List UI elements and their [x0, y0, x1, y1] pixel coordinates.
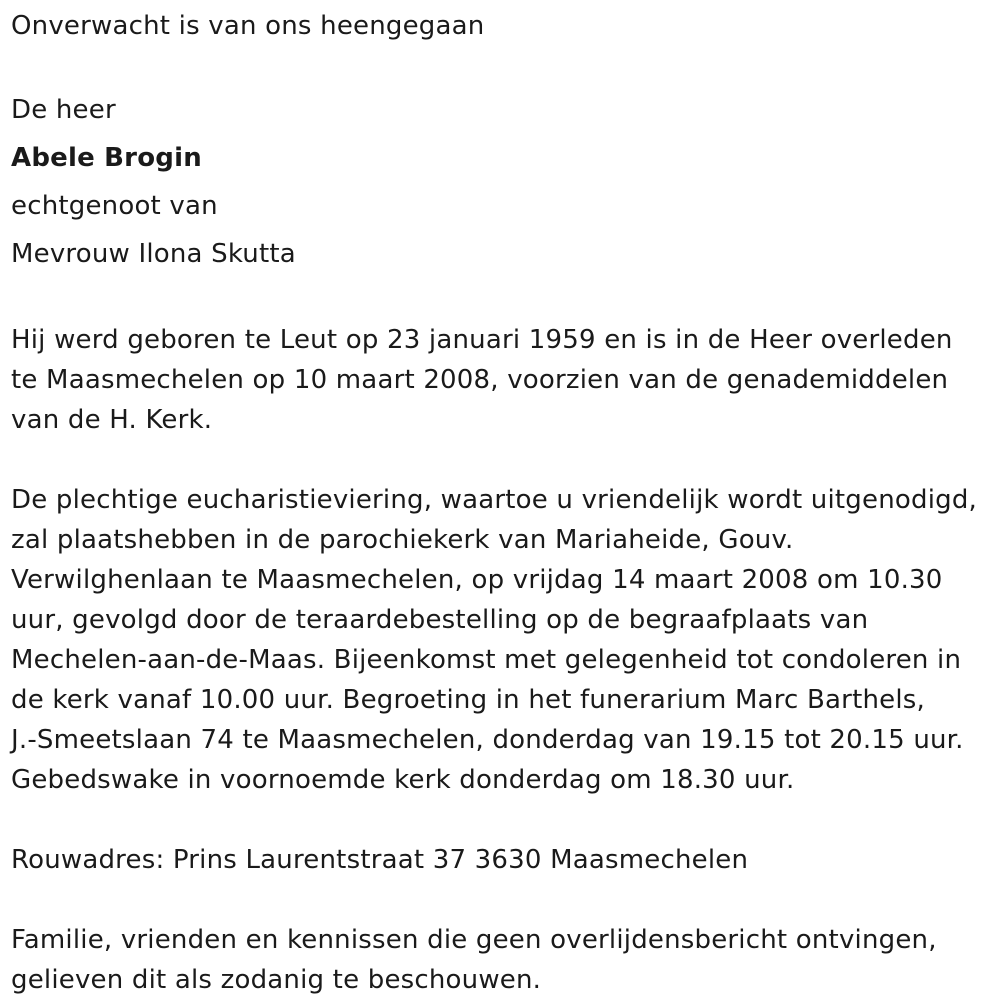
paragraph-line: Familie, vrienden en kennissen die geen overlijdensbericht ontvingen,	[11, 925, 937, 955]
notice-salutation: De heer	[11, 95, 116, 125]
closing-paragraph	[11, 920, 991, 1000]
paragraph-line: Verwilghenlaan te Maasmechelen, op vrijdag 14 maart 2008 om 10.30	[11, 565, 943, 595]
paragraph-line: zal plaatshebben in de parochiekerk van Mariaheide, Gouv.	[11, 525, 794, 555]
paragraph-line: uur, gevolgd door de teraardebestelling op de begraafplaats van	[11, 605, 869, 635]
notice-intro: Onverwacht is van ons heengegaan	[11, 11, 485, 41]
spacer	[11, 440, 991, 480]
paragraph-line: te Maasmechelen op 10 maart 2008, voorzien van de genademiddelen	[11, 365, 949, 395]
paragraph-line: van de H. Kerk.	[11, 405, 213, 435]
mourning-address: Rouwadres: Prins Laurentstraat 37 3630 Maasmechelen	[11, 845, 749, 875]
deceased-name: Abele Brogin	[11, 143, 202, 173]
ceremony-paragraph	[11, 480, 991, 800]
spacer	[11, 800, 991, 840]
paragraph-line: Mechelen-aan-de-Maas. Bijeenkomst met gelegenheid tot condoleren in	[11, 645, 962, 675]
spacer	[11, 46, 991, 86]
paragraph-line: Hij werd geboren te Leut op 23 januari 1959 en is in de Heer overleden	[11, 325, 953, 355]
notice-relation: echtgenoot van	[11, 191, 218, 221]
spacer	[11, 880, 991, 920]
spouse-name: Mevrouw Ilona Skutta	[11, 239, 296, 269]
death-notice	[11, 6, 991, 1000]
paragraph-line: de kerk vanaf 10.00 uur. Begroeting in het funerarium Marc Barthels,	[11, 685, 925, 715]
paragraph-line: De plechtige eucharistieviering, waartoe u vriendelijk wordt uitgenodigd,	[11, 485, 977, 515]
paragraph-line: J.-Smeetslaan 74 te Maasmechelen, donderdag van 19.15 tot 20.15 uur.	[11, 725, 964, 755]
paragraph-line: gelieven dit als zodanig te beschouwen.	[11, 965, 542, 995]
spacer	[11, 278, 991, 320]
paragraph-line: Gebedswake in voornoemde kerk donderdag om 18.30 uur.	[11, 765, 795, 795]
birth-death-paragraph	[11, 320, 991, 440]
